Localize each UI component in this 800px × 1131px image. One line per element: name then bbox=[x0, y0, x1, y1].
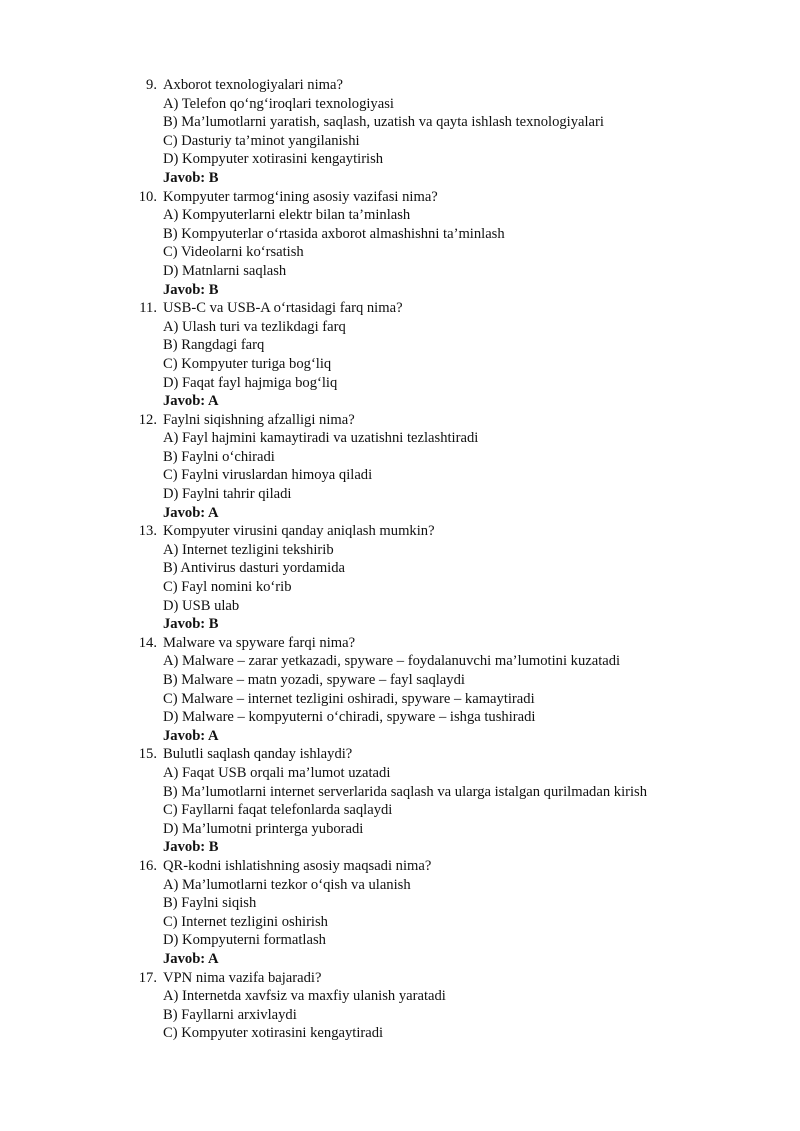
question-number: 14. bbox=[138, 634, 157, 651]
answer-option: D) USB ulab bbox=[163, 597, 240, 614]
answer-option: D) Malware – kompyuterni o‘chiradi, spyware – ishga tushiradi bbox=[163, 709, 536, 726]
question-line bbox=[0, 634, 800, 653]
answer-option: C) Internet tezligini oshirish bbox=[163, 913, 328, 930]
correct-answer: Javob: B bbox=[163, 169, 219, 186]
answer-option: C) Dasturiy ta’minot yangilanishi bbox=[163, 132, 360, 149]
answer-option: A) Faqat USB orqali ma’lumot uzatadi bbox=[163, 764, 391, 781]
correct-answer: Javob: B bbox=[163, 281, 219, 298]
correct-answer: Javob: B bbox=[163, 616, 219, 633]
answer-option: A) Ulash turi va tezlikdagi farq bbox=[163, 318, 346, 335]
answer-option: D) Faylni tahrir qiladi bbox=[163, 486, 292, 503]
question-line bbox=[0, 188, 800, 207]
question-text: Kompyuter virusini qanday aniqlash mumkin? bbox=[163, 523, 435, 540]
question-number: 10. bbox=[138, 188, 157, 205]
question-number: 9. bbox=[146, 77, 157, 93]
answer-option: A) Fayl hajmini kamaytiradi va uzatishni tezlashtiradi bbox=[163, 430, 479, 447]
answer-option: D) Matnlarni saqlash bbox=[163, 262, 287, 279]
question-item bbox=[0, 857, 800, 969]
answer-option: A) Kompyuterlarni elektr bilan ta’minlash bbox=[163, 207, 411, 224]
question-item bbox=[0, 299, 800, 411]
question-line bbox=[0, 76, 800, 95]
question-item bbox=[0, 188, 800, 300]
correct-answer: Javob: B bbox=[163, 839, 219, 856]
question-item bbox=[0, 522, 800, 634]
question-item bbox=[0, 76, 800, 188]
question-number: 11. bbox=[139, 300, 157, 317]
answer-option: B) Antivirus dasturi yordamida bbox=[163, 560, 345, 577]
answer-option: B) Faylni siqish bbox=[163, 895, 257, 912]
answer-option: D) Kompyuter xotirasini kengaytirish bbox=[163, 151, 384, 168]
question-number: 16. bbox=[138, 857, 157, 874]
answer-option: C) Faylni viruslardan himoya qiladi bbox=[163, 467, 373, 484]
question-item bbox=[0, 745, 800, 857]
answer-option: C) Kompyuter turiga bog‘liq bbox=[163, 355, 332, 372]
question-number: 15. bbox=[138, 746, 157, 763]
answer-option: A) Internetda xavfsiz va maxfiy ulanish yaratadi bbox=[163, 988, 446, 1005]
question-text: VPN nima vazifa bajaradi? bbox=[163, 969, 322, 986]
correct-answer: Javob: A bbox=[163, 727, 219, 744]
question-number: 17. bbox=[138, 969, 157, 986]
question-line bbox=[0, 299, 800, 318]
answer-option: C) Malware – internet tezligini oshiradi, spyware – kamaytiradi bbox=[163, 690, 535, 707]
answer-option: B) Ma’lumotlarni internet serverlarida saqlash va ularga istalgan qurilmadan kirish bbox=[163, 783, 648, 800]
question-list bbox=[0, 76, 800, 1043]
answer-option: B) Kompyuterlar o‘rtasida axborot almashishni ta’minlash bbox=[163, 225, 505, 242]
question-item bbox=[0, 634, 800, 746]
answer-option: D) Faqat fayl hajmiga bog‘liq bbox=[163, 374, 338, 391]
answer-option: A) Ma’lumotlarni tezkor o‘qish va ulanish bbox=[163, 876, 411, 893]
question-text: Axborot texnologiyalari nima? bbox=[163, 77, 343, 93]
correct-answer: Javob: A bbox=[163, 393, 219, 410]
answer-option: B) Ma’lumotlarni yaratish, saqlash, uzatish va qayta ishlash texnologiyalari bbox=[163, 114, 604, 131]
question-number: 12. bbox=[138, 411, 157, 428]
question-number: 13. bbox=[138, 523, 157, 540]
question-item bbox=[0, 411, 800, 523]
correct-answer: Javob: A bbox=[163, 950, 219, 967]
answer-option: D) Ma’lumotni printerga yuboradi bbox=[163, 820, 364, 837]
question-text: Faylni siqishning afzalligi nima? bbox=[163, 411, 355, 428]
question-line bbox=[0, 522, 800, 541]
answer-option: B) Fayllarni arxivlaydi bbox=[163, 1006, 297, 1023]
answer-option: D) Kompyuterni formatlash bbox=[163, 932, 326, 949]
answer-option: A) Malware – zarar yetkazadi, spyware – foydalanuvchi ma’lumotini kuzatadi bbox=[163, 653, 621, 670]
answer-option: C) Kompyuter xotirasini kengaytiradi bbox=[163, 1025, 384, 1042]
correct-answer: Javob: A bbox=[163, 504, 219, 521]
question-line bbox=[0, 969, 800, 988]
answer-option: C) Videolarni ko‘rsatish bbox=[163, 244, 304, 261]
answer-option: B) Malware – matn yozadi, spyware – fayl saqlaydi bbox=[163, 672, 465, 688]
question-item bbox=[0, 969, 800, 1043]
question-text: Kompyuter tarmog‘ining asosiy vazifasi nima? bbox=[163, 188, 438, 205]
question-text: QR-kodni ishlatishning asosiy maqsadi nima? bbox=[163, 857, 432, 874]
question-line bbox=[0, 857, 800, 876]
answer-option: C) Fayl nomini ko‘rib bbox=[163, 579, 292, 596]
answer-option: B) Faylni o‘chiradi bbox=[163, 448, 275, 465]
question-text: Bulutli saqlash qanday ishlaydi? bbox=[163, 746, 353, 763]
answer-option: A) Telefon qo‘ng‘iroqlari texnologiyasi bbox=[163, 95, 394, 112]
question-line bbox=[0, 745, 800, 764]
question-line bbox=[0, 411, 800, 430]
answer-option: B) Rangdagi farq bbox=[163, 337, 265, 354]
question-text: Malware va spyware farqi nima? bbox=[163, 634, 356, 651]
answer-option: A) Internet tezligini tekshirib bbox=[163, 541, 334, 558]
answer-option: C) Fayllarni faqat telefonlarda saqlaydi bbox=[163, 802, 393, 819]
question-text: USB-C va USB-A o‘rtasidagi farq nima? bbox=[163, 300, 403, 317]
